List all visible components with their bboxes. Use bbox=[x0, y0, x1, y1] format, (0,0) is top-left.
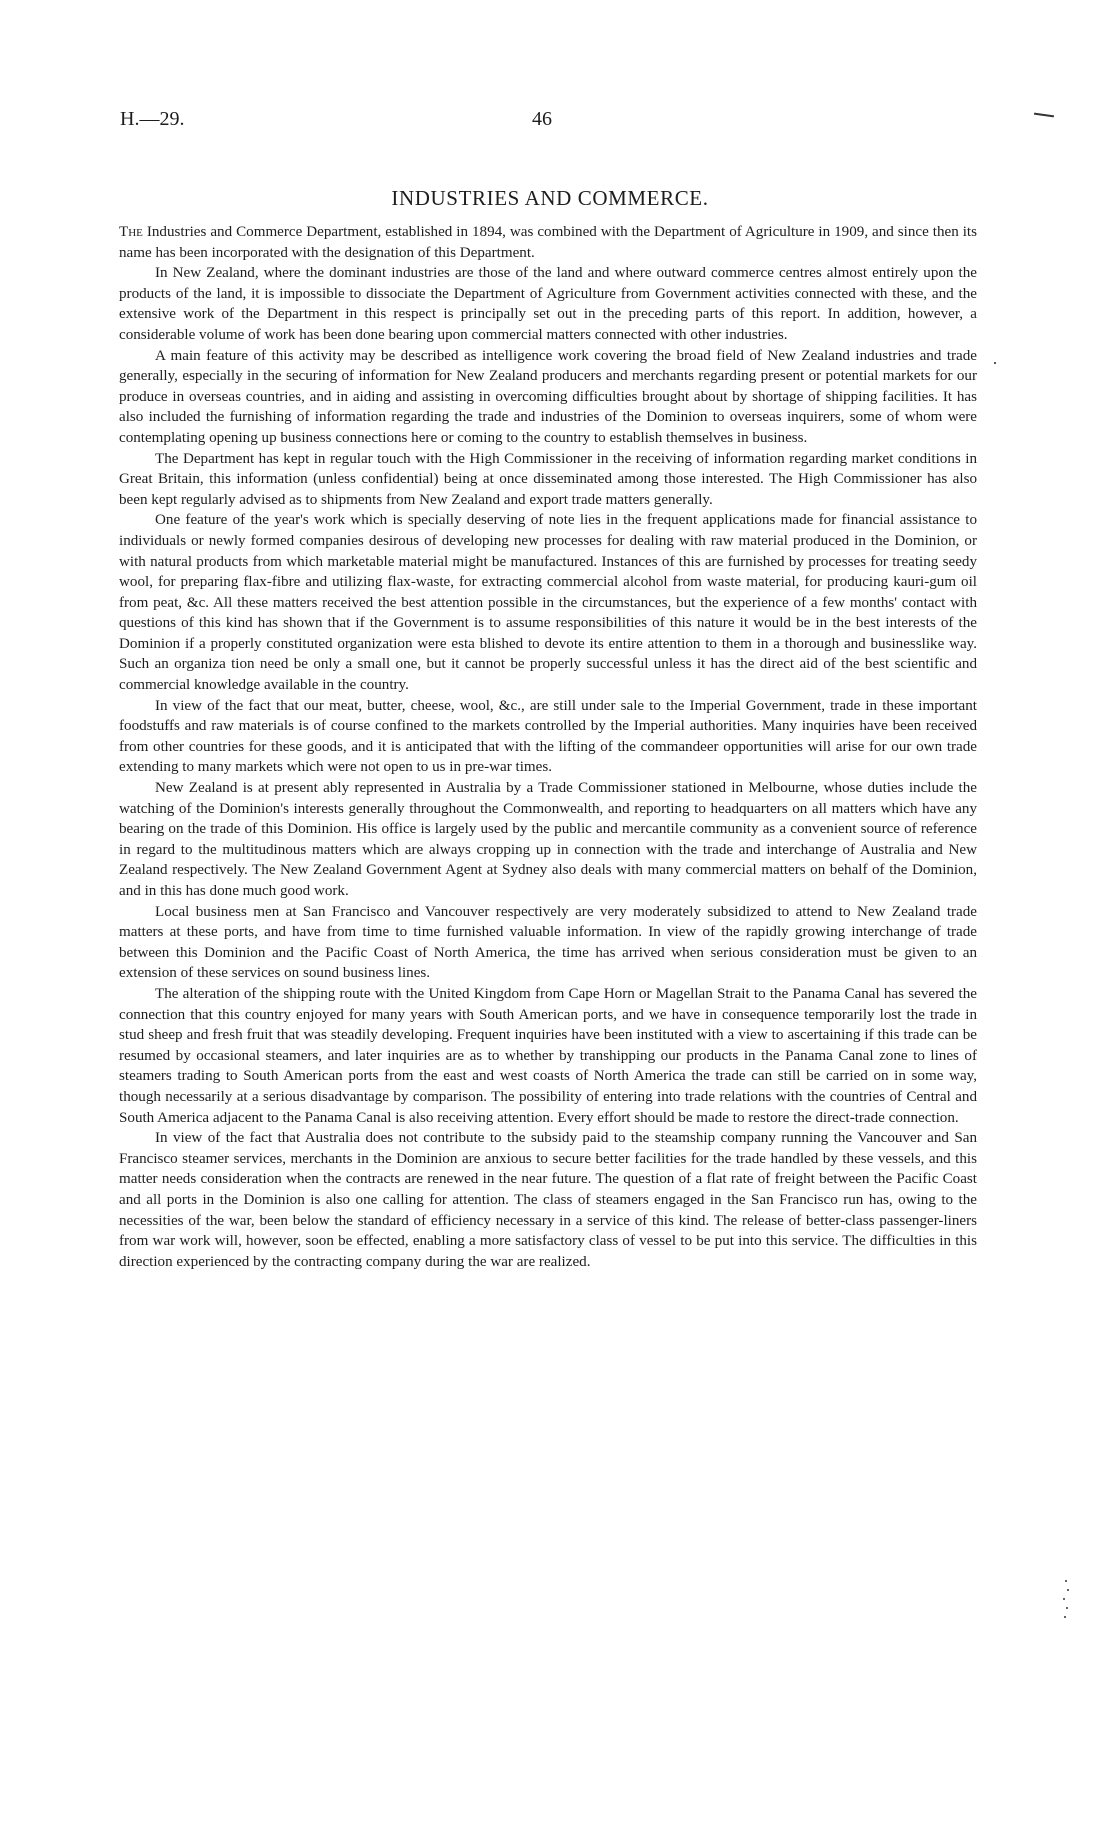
paragraph: A main feature of this activity may be described as intelligence work covering the broad field of New Zealand industries and trade generally, especially in the securing of information for New Zealand producers and merchants regarding present or potential markets for our produce in overseas countries, and in aiding and assisting in overcoming difficulties brought about by shortage of shipping facilities. It has also included the furnishing of information regarding the trade and industries of the Dominion to overseas inquirers, some of whom were contemplating opening up business connections here or coming to the country to establish themselves in business. bbox=[119, 347, 977, 446]
paragraph-lead-word: The bbox=[119, 224, 143, 240]
margin-dot-mark bbox=[994, 362, 996, 364]
paragraph-text: Industries and Commerce Department, established in 1894, was combined with the Department of Agriculture in 1909, and since then its name has been incorporated with the designation of this Department. bbox=[119, 224, 977, 261]
paragraph: In view of the fact that our meat, butter, cheese, wool, &c., are still under sale to the Imperial Government, trade in these important foodstuffs and raw materials is of course confined to the markets controlled by the Imperial authorities. Many inquiries have been received from other countries for these goods, and it is anticipated that with the lifting of the commandeer opportunities will arise for our own trade extending to many markets which were not open to us in pre-war times. bbox=[119, 697, 977, 776]
paragraph: The alteration of the shipping route with the United Kingdom from Cape Horn or Magellan Strait to the Panama Canal has severed the connection that this country enjoyed for many years with South American ports, and we have in consequence temporarily lost the trade in stud sheep and fresh fruit that was steadily developing. Frequent inquiries have been instituted with a view to ascertaining if this trade can be resumed by occasional steamers, and later inquiries are as to whether by transhipping our products in the Panama Canal zone to lines of steamers trading to South American ports from the east and west coasts of North America the trade can still be carried on in some way, though necessarily at a serious disadvantage by comparison. The possibility of entering into trade relations with the countries of Central and South America adjacent to the Panama Canal is also receiving attention. Every effort should be made to restore the direct-trade connection. bbox=[119, 985, 977, 1126]
page-header bbox=[120, 108, 990, 142]
paragraph: In view of the fact that Australia does not contribute to the subsidy paid to the steamship company running the Vancouver and San Francisco steamer services, merchants in the Dominion are anxious to secure better facilities for the trade handled by these vessels, and this matter needs consideration when the contracts are renewed in the near future. The question of a flat rate of freight between the Pacific Coast and all ports in the Dominion is also one calling for attention. The class of steamers engaged in the San Francisco run has, owing to the necessities of the war, been below the standard of efficiency necessary in a service of this kind. The release of better-class passenger-liners from war work will, however, soon be effected, enabling a more satisfactory class of vessel to be put into this service. The difficulties in this direction experienced by the contracting company during the war are realized. bbox=[119, 1130, 977, 1270]
page-number: 46 bbox=[532, 108, 552, 130]
paragraph: In New Zealand, where the dominant industries are those of the land and where outward commerce centres almost entirely upon the products of the land, it is impossible to dissociate the Department of Agriculture from Government activities connected with these, and the extensive work of the Department in this respect is principally set out in the preceding parts of this report. In addition, however, a considerable volume of work has been done bearing upon commercial matters connected with other industries. bbox=[119, 265, 977, 343]
paragraph bbox=[119, 222, 977, 263]
paragraph: New Zealand is at present ably represented in Australia by a Trade Commissioner stationed in Melbourne, whose duties include the watching of the Dominion's interests generally throughout the Commonwealth, and reporting to headquarters on all matters which have any bearing on the trade of this Dominion. His office is largely used by the public and mercantile community as a convenient source of reference in regard to the multitudinous matters which are always cropping up in connection with the trade and interchange of Australia and New Zealand respectively. The New Zealand Government Agent at Sydney also deals with many commercial matters on behalf of the Dominion, and in this has done much good work. bbox=[119, 780, 977, 899]
section-title: INDUSTRIES AND COMMERCE. bbox=[391, 186, 709, 210]
paragraph: One feature of the year's work which is specially deserving of note lies in the frequent applications made for financial assistance to individuals or newly formed companies desirous of developing new processes for dealing with raw material produced in the Dominion, or with natural products from which marketable material might be manufactured. Instances of this are furnished by processes for treating seedy wool, for preparing flax-fibre and utilizing flax-waste, for extracting commercial alcohol from waste material, for producing kauri-gum oil from peat, &c. All these matters received the best attention possible in the circumstances, but the experience of a few months' contact with questions of this kind has shown that if the Government is to assume responsibilities of this nature it would be in the best interests of the Dominion if a properly constituted organization were esta blished to devote its entire attention to them in a thorough and businesslike way. Such an organiza tion need be only a small one, but it cannot be properly successful unless it has the direct aid of the best scientific and commercial knowledge available in the country. bbox=[119, 512, 977, 694]
paragraph: The Department has kept in regular touch with the High Commissioner in the receiving of information regarding market conditions in Great Britain, this information (unless confidential) being at once disseminated among those interested. The High Commissioner has also been kept regularly advised as to shipments from New Zealand and export trade matters generally. bbox=[119, 450, 977, 508]
document-reference: H.—29. bbox=[120, 108, 185, 130]
margin-dash-mark bbox=[1034, 112, 1064, 118]
body-text bbox=[119, 222, 977, 1272]
margin-dots-mark bbox=[1062, 1580, 1070, 1620]
paragraph: Local business men at San Francisco and Vancouver respectively are very moderately subsidized to attend to New Zealand trade matters at these ports, and have from time to time furnished valuable information. In view of the rapidly growing interchange of trade between this Dominion and the Pacific Coast of North America, the time has arrived when serious consideration must be given to an extension of these services on sound business lines. bbox=[119, 903, 977, 982]
